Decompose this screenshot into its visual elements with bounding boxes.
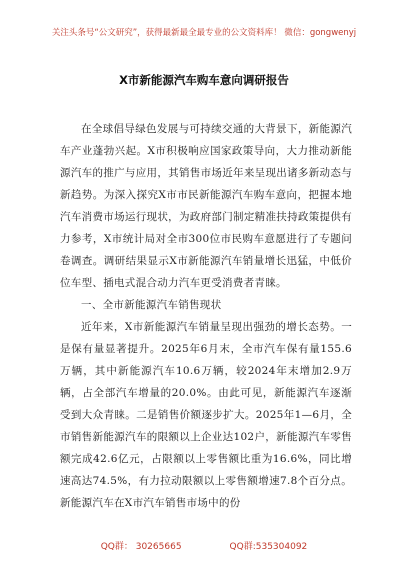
section-paragraph: 近年来，X市新能源汽车销量呈现出强劲的增长态势。一是保有量显著提升。2025年6月末，全市汽车保有量155.6万辆，其中新能源汽车10.6万辆，较2024年末增加2.9万辆，占全部汽车增量的20.0%。由此可见，新能源汽车逐渐受到大众青睐。二是销售价额逐步扩大。2025年1—6月，全市销售新能源汽车的限额以上企业达102户，新能源汽车零售额完成42.6亿元，占限额以上零售额比重为16.6%，同比增速高达74.5%，有力拉动限额以上零售额增速7.8个百分点。新能源汽车在X市汽车销售市场中的份	[60, 321, 352, 509]
header-banner: 关注头条号“公文研究”，获得最新最全最专业的公文资料库！ 微信：gongwenyj	[51, 28, 357, 38]
footer-qq-group-2: QQ群:535304092	[229, 542, 308, 552]
footer-qq-group-1: QQ群： 30265665	[100, 542, 182, 552]
document-title: X市新能源汽车购车意向调研报告	[119, 73, 289, 87]
footer-contact	[0, 539, 408, 552]
intro-paragraph: 在全球倡导绿色发展与可持续交通的大背景下，新能源汽车产业蓬勃兴起。X市积极响应国家政策导向，大力推动新能源汽车的推广与应用，其销售市场近年来呈现出诸多新动态与新趋势。为深入探究X市市民新能源汽车购车意向，把握本地汽车消费市场运行现状，为政府部门制定精准扶持政策提供有力参考，X市统计局对全市300位市民购车意愿进行了专题问卷调查。调研结果显示X市新能源汽车销量增长迅猛，中低价位车型、插电式混合动力汽车更受消费者青睐。	[60, 123, 352, 289]
section-heading: 一、全市新能源汽车销售现状	[81, 299, 222, 311]
document-body	[60, 118, 352, 514]
